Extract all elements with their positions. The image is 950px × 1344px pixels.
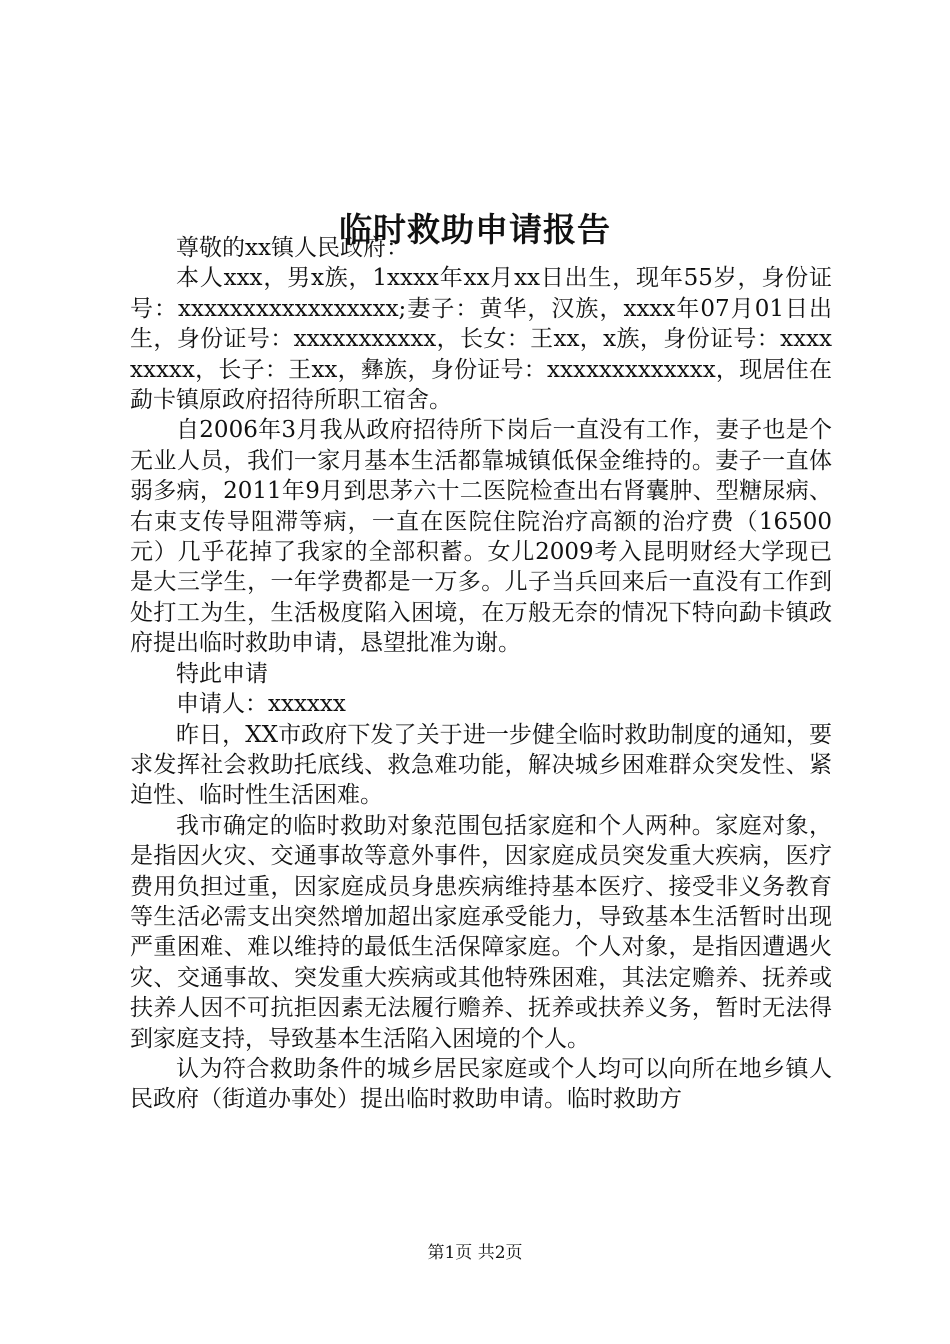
document-title: 临时救助申请报告 (339, 210, 611, 250)
applicant-info-paragraph: 本人xxx，男x族，1xxxx年xx月xx日出生，现年55岁，身份证号：xxxxxxxxxxxxxxxxx;妻子：黄华，汉族，xxxx年07月01日出生，身份证号：xxxxxxxxxxx，长女：王xx，x族，身份证号：xxxxxxxxx，长子：王xx，彝族，身份证号：xxxxxxxxxxxxx，现居住在勐卡镇原政府招待所职工宿舍。 (130, 265, 832, 414)
eligibility-paragraph: 我市确定的临时救助对象范围包括家庭和个人两种。家庭对象，是指因火灾、交通事故等意外事件，因家庭成员突发重大疾病，医疗费用负担过重，因家庭成员身患疾病维持基本医疗、接受非义务教育等生活必需支出突然增加超出家庭承受能力，导致基本生活暂时出现严重困难、难以维持的最低生活保障家庭。个人对象，是指因遭遇火灾、交通事故、突发重大疾病或其他特殊困难，其法定赡养、抚养或扶养人因不可抗拒因素无法履行赡养、抚养或扶养义务，暂时无法得到家庭支持，导致基本生活陷入困境的个人。 (130, 812, 832, 1052)
salutation: 尊敬的xx镇人民政府： (176, 235, 409, 261)
application-procedure-paragraph: 认为符合救助条件的城乡居民家庭或个人均可以向所在地乡镇人民政府（街道办事处）提出临时救助申请。临时救助方 (130, 1055, 832, 1113)
page-number-footer: 第1页 共2页 (427, 1243, 523, 1263)
hardship-paragraph: 自2006年3月我从政府招待所下岗后一直没有工作，妻子也是个无业人员，我们一家月基本生活都靠城镇低保金维持的。妻子一直体弱多病，2011年9月到思茅六十二医院检查出右肾囊肿、型糖尿病、右束支传导阻滞等病，一直在医院住院治疗高额的治疗费（16500元）几乎花掉了我家的全部积蓄。女儿2009考入昆明财经大学现已是大三学生，一年学费都是一万多。儿子当兵回来后一直没有工作到处打工为生，生活极度陷入困境，在万般无奈的情况下特向勐卡镇政府提出临时救助申请，恳望批准为谢。 (130, 417, 832, 657)
policy-notice-paragraph: 昨日，XX市政府下发了关于进一步健全临时救助制度的通知，要求发挥社会救助托底线、救急难功能，解决城乡困难群众突发性、紧迫性、临时性生活困难。 (130, 721, 832, 809)
applicant-signature: 申请人：xxxxxx (176, 691, 346, 718)
document-body (130, 233, 832, 1115)
closing-phrase: 特此申请 (176, 660, 268, 687)
